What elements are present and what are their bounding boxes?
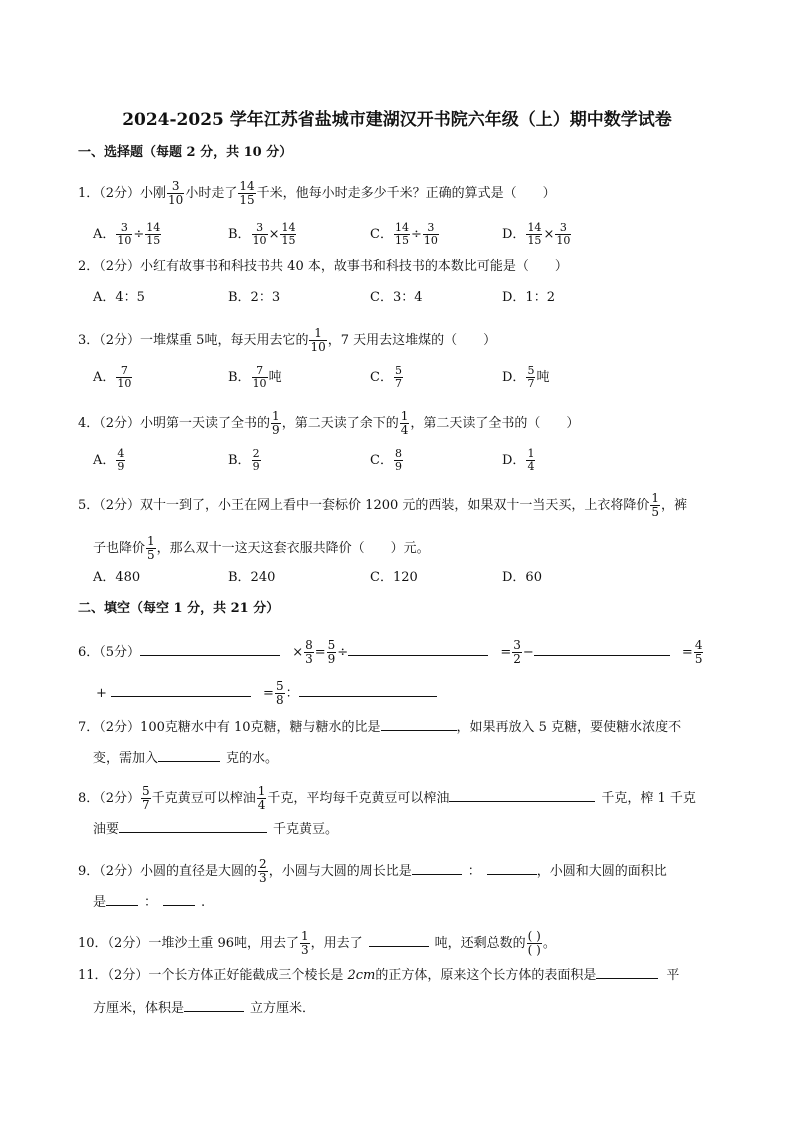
question-9-line-2: 是 ： . [93, 895, 206, 910]
answer-blank[interactable] [412, 862, 462, 875]
answer-blank[interactable] [163, 893, 195, 906]
page-title: 2024-2025 学年江苏省盐城市建湖汉开书院六年级（上）期中数学试卷 [122, 110, 672, 130]
question-3-stem: 3．（2分）一堆煤重 5吨，每天用去它的 $\frac{1}{10}$ ，7 天用去这堆煤的（ ） [78, 326, 497, 354]
question-6-line-1: 6．（5分） × $\frac{8}{3}$ = $\frac{5}{9}$ ÷ = $\frac{3}{2}$ − = $\frac{4}{5}$ [78, 638, 703, 666]
option-c[interactable]: C．120 [370, 570, 418, 585]
fraction: $\frac{14}{15}$ [239, 179, 255, 207]
option-b[interactable]: B．2：3 [228, 290, 281, 305]
answer-blank[interactable] [534, 643, 670, 656]
question-8-line-1: 8．（2分） $\frac{5}{7}$ 千克黄豆可以榨油 $\frac{1}{4}$ 千克，平均每千克黄豆可以榨油 千克，榨 1 千克 [78, 784, 696, 812]
answer-blank[interactable] [381, 718, 457, 731]
answer-blank[interactable] [111, 684, 251, 697]
option-d[interactable]: D．1：2 [502, 290, 555, 305]
question-8-line-2: 油要 千克黄豆。 [93, 822, 339, 837]
option-d[interactable]: D． $\frac{1}{4}$ [502, 447, 535, 473]
option-a[interactable]: A． $\frac{7}{10}$ [93, 364, 132, 390]
answer-blank[interactable] [184, 999, 244, 1012]
option-c[interactable]: C． $\frac{8}{9}$ [370, 447, 402, 473]
answer-blank[interactable] [449, 789, 595, 802]
question-5-stem-line-1: 5．（2分）双十一到了，小王在网上看中一套标价 1200 元的西装，如果双十一当天买，上衣将降价 $\frac{1}{5}$ ，裤 [78, 491, 688, 519]
section-heading-fill: 二、填空（每空 1 分，共 21 分） [78, 601, 280, 616]
answer-blank[interactable] [369, 934, 429, 947]
question-2-stem: 2．（2分）小红有故事书和科技书共 40 本，故事书和科技书的本数比可能是（ ） [78, 259, 568, 274]
answer-blank[interactable] [487, 862, 537, 875]
question-9-line-1: 9．（2分）小圆的直径是大圆的 $\frac{2}{3}$ ，小圆与大圆的周长比是 ： ，小圆和大圆的面积比 [78, 857, 667, 885]
option-b[interactable]: B． $\frac{2}{9}$ [228, 447, 260, 473]
option-c[interactable]: C． $\frac{14}{15}$ ÷ $\frac{3}{10}$ [370, 221, 438, 247]
option-d[interactable]: D． $\frac{14}{15}$ × $\frac{3}{10}$ [502, 221, 571, 247]
question-10-stem: 10．（2分）一堆沙土重 96吨，用去了 $\frac{1}{3}$ ，用去了 吨，还剩总数的 ( ) ( ) 。 [78, 929, 556, 957]
option-a[interactable]: A． $\frac{3}{10}$ ÷ $\frac{14}{15}$ [93, 221, 161, 247]
answer-blank[interactable] [140, 643, 280, 656]
option-b[interactable]: B．240 [228, 570, 276, 585]
fraction: $\frac{3}{10}$ [168, 179, 184, 207]
question-4-stem: 4．（2分）小明第一天读了全书的 $\frac{1}{9}$ ，第二天读了余下的 $\frac{1}{4}$ ，第二天读了全书的（ ） [78, 409, 580, 437]
option-c[interactable]: C．3：4 [370, 290, 423, 305]
answer-blank[interactable] [348, 643, 488, 656]
question-7-line-2: 变，需加入 克的水。 [93, 751, 279, 766]
question-7-line-1: 7．（2分）100克糖水中有 10克糖，糖与糖水的比是 ，如果再放入 5 克糖，要使糖水浓度不 [78, 720, 682, 735]
option-a[interactable]: A．4：5 [93, 290, 145, 305]
answer-blank[interactable] [299, 684, 437, 697]
question-11-line-1: 11．（2分）一个长方体正好能截成三个棱长是 2cm的正方体，原来这个长方体的表面积是 平 [78, 968, 680, 983]
answer-blank[interactable] [119, 820, 267, 833]
section-heading-choice: 一、选择题（每题 2 分，共 10 分） [78, 145, 293, 160]
answer-blank[interactable] [106, 893, 138, 906]
answer-blank[interactable] [596, 966, 658, 979]
question-6-line-2: + = $\frac{5}{8}$ ： [96, 680, 437, 707]
question-11-line-2: 方厘米，体积是 立方厘米． [93, 1001, 316, 1016]
option-d[interactable]: D． $\frac{5}{7}$ 吨 [502, 364, 550, 390]
question-5-stem-line-2: 子也降价 $\frac{1}{5}$ ，那么双十一这天这套衣服共降价（ ）元。 [93, 534, 430, 562]
answer-blank[interactable] [158, 749, 220, 762]
option-b[interactable]: B． $\frac{7}{10}$ 吨 [228, 364, 282, 390]
question-1-stem: 1．（2分）小刚 $\frac{3}{10}$ 小时走了 $\frac{14}{15}$ 千米，他每小时走多少千米？正确的算式是（ ） [78, 179, 556, 207]
option-b[interactable]: B． $\frac{3}{10}$ × $\frac{14}{15}$ [228, 221, 296, 247]
fraction-blank[interactable]: ( ) ( ) [527, 929, 541, 957]
option-c[interactable]: C． $\frac{5}{7}$ [370, 364, 402, 390]
option-a[interactable]: A．480 [93, 570, 141, 585]
option-d[interactable]: D．60 [502, 570, 542, 585]
option-a[interactable]: A． $\frac{4}{9}$ [93, 447, 125, 473]
